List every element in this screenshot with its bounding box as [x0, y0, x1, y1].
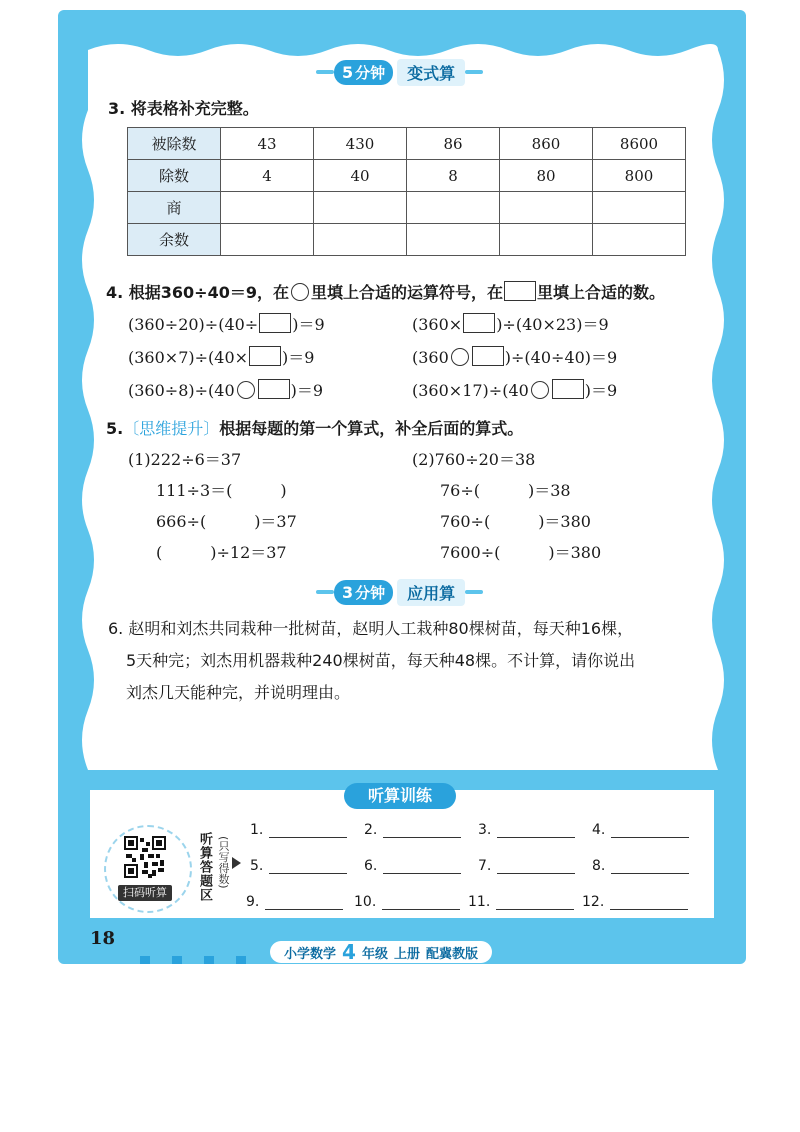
row-head: 除数 — [128, 160, 221, 192]
qr-label: 扫码听算 — [118, 885, 172, 901]
table-cell: 860 — [500, 128, 593, 160]
expr-text: )＝9 — [290, 381, 324, 400]
footer-block — [204, 956, 214, 964]
answer-cell[interactable] — [221, 224, 314, 256]
answer-line[interactable] — [611, 859, 689, 874]
row-head: 商 — [128, 192, 221, 224]
expr-text: )＝9 — [292, 315, 325, 334]
pill-line-right — [465, 590, 483, 594]
table-cell: 800 — [593, 160, 686, 192]
table-row — [128, 128, 686, 160]
answer-slot[interactable] — [592, 858, 689, 874]
question-3-title: 3. 将表格补充完整。 — [108, 99, 259, 118]
table-cell: 40 — [314, 160, 407, 192]
answer-line[interactable] — [383, 823, 461, 838]
q4-title-c: 里填上合适的数。 — [537, 283, 666, 302]
footer-grade-unit: 年级 — [361, 946, 388, 962]
answer-slot[interactable] — [250, 858, 347, 874]
expr-text: (360 — [412, 348, 449, 367]
q4-expr — [412, 345, 617, 368]
expr-text: )÷(40÷40)＝9 — [504, 348, 618, 367]
q5-expr: 111÷3＝( ) — [156, 481, 287, 500]
table-cell: 43 — [221, 128, 314, 160]
answer-num: 9. — [246, 894, 260, 910]
q5-expr: (2)760÷20＝38 — [412, 450, 536, 469]
footer-volume: 上册 — [393, 946, 420, 962]
box-icon — [504, 281, 536, 301]
table-cell: 4 — [221, 160, 314, 192]
answer-slot[interactable] — [250, 822, 347, 838]
answer-num: 10. — [354, 894, 377, 910]
answer-num: 1. — [250, 822, 264, 838]
badge-num: 5 — [342, 62, 354, 82]
answer-cell[interactable] — [500, 224, 593, 256]
answer-cell[interactable] — [593, 192, 686, 224]
q5-expr: 7600÷( )＝380 — [440, 543, 602, 562]
answer-cell[interactable] — [407, 192, 500, 224]
table-row — [128, 160, 686, 192]
expr-text: )÷(40×23)＝9 — [496, 315, 609, 334]
answer-area-label: 听算答题区 — [197, 832, 212, 902]
answer-slot[interactable] — [582, 894, 688, 910]
footer-subject: 小学数学 — [284, 946, 337, 962]
answer-circle[interactable] — [531, 381, 549, 399]
answer-line[interactable] — [269, 823, 347, 838]
q4-expr — [412, 378, 617, 401]
answer-num: 11. — [468, 894, 491, 910]
answer-cell[interactable] — [221, 192, 314, 224]
q5-tag: 〔思维提升〕 — [123, 419, 220, 438]
q5-expr: ( )÷12＝37 — [156, 543, 287, 562]
q5-expr: 666÷( )＝37 — [156, 512, 297, 531]
answer-cell[interactable] — [314, 192, 407, 224]
footer-block — [172, 956, 182, 964]
qr-code-icon[interactable] — [124, 836, 166, 878]
answer-slot[interactable] — [364, 822, 461, 838]
expr-text: (360×17)÷(40 — [412, 381, 529, 400]
circle-icon — [291, 283, 309, 301]
q4-expr — [128, 312, 325, 335]
answer-slot[interactable] — [364, 858, 461, 874]
answer-line[interactable] — [497, 823, 575, 838]
division-table — [127, 127, 686, 256]
answer-slot[interactable] — [592, 822, 689, 838]
question-4-title — [106, 280, 665, 303]
answer-slot[interactable] — [354, 894, 460, 910]
answer-box[interactable] — [249, 346, 281, 366]
answer-slot[interactable] — [478, 822, 575, 838]
expr-text: )＝9 — [282, 348, 315, 367]
section-header-5min — [316, 60, 483, 84]
pill-line-left — [316, 590, 334, 594]
q4-expr — [128, 378, 323, 401]
answer-line[interactable] — [383, 859, 461, 874]
answer-cell[interactable] — [314, 224, 407, 256]
q5-title-text: 根据每题的第一个算式，补全后面的算式。 — [219, 419, 524, 438]
badge-unit: 分钟 — [355, 583, 386, 602]
q4-title-b: 里填上合适的运算符号，在 — [311, 283, 504, 302]
listening-title: 听算训练 — [344, 783, 456, 809]
footer-block — [140, 956, 150, 964]
table-cell: 8600 — [593, 128, 686, 160]
q5-num: 5. — [106, 419, 124, 438]
question-5-title — [106, 416, 523, 439]
answer-num: 2. — [364, 822, 378, 838]
answer-slot[interactable] — [468, 894, 574, 910]
answer-line[interactable] — [269, 859, 347, 874]
expr-text: (360÷20)÷(40÷ — [128, 315, 259, 334]
footer-grade-num: 4 — [342, 940, 356, 964]
expr-text: (360× — [412, 315, 463, 334]
row-head: 余数 — [128, 224, 221, 256]
table-row — [128, 192, 686, 224]
table-cell: 8 — [407, 160, 500, 192]
answer-box[interactable] — [472, 346, 504, 366]
time-badge — [334, 580, 393, 605]
footer-block — [236, 956, 246, 964]
footer-book-info — [270, 941, 492, 963]
q5-expr: (1)222÷6＝37 — [128, 450, 242, 469]
answer-box[interactable] — [552, 379, 584, 399]
arrow-right-icon — [232, 857, 241, 869]
answer-slot[interactable] — [478, 858, 575, 874]
pill-line-left — [316, 70, 334, 74]
answer-line[interactable] — [265, 895, 343, 910]
table-cell: 86 — [407, 128, 500, 160]
answer-circle[interactable] — [237, 381, 255, 399]
q6-line: 5天种完；刘杰用机器栽种240棵树苗，每天种48棵。不计算，请你说出 — [126, 651, 636, 670]
answer-num: 8. — [592, 858, 606, 874]
table-cell: 80 — [500, 160, 593, 192]
section-label: 应用算 — [397, 579, 465, 606]
answer-num: 7. — [478, 858, 492, 874]
time-badge — [334, 60, 393, 85]
answer-num: 4. — [592, 822, 606, 838]
q6-line: 刘杰几天能种完，并说明理由。 — [126, 683, 351, 702]
answer-line[interactable] — [497, 859, 575, 874]
answer-slot[interactable] — [246, 894, 343, 910]
q5-expr: 760÷( )＝380 — [440, 512, 591, 531]
expr-text: (360÷8)÷(40 — [128, 381, 235, 400]
table-row — [128, 224, 686, 256]
answer-box[interactable] — [259, 313, 291, 333]
q4-expr — [128, 345, 314, 368]
q6-line: 6. 赵明和刘杰共同栽种一批树苗，赵明人工栽种80棵树苗，每天种16棵， — [108, 619, 634, 638]
answer-box[interactable] — [463, 313, 495, 333]
answer-cell[interactable] — [407, 224, 500, 256]
answer-cell[interactable] — [593, 224, 686, 256]
pill-line-right — [465, 70, 483, 74]
section-header-3min — [316, 580, 483, 604]
section-label: 变式算 — [397, 59, 465, 86]
answer-num: 12. — [582, 894, 605, 910]
answer-line[interactable] — [382, 895, 460, 910]
answer-num: 5. — [250, 858, 264, 874]
q4-title-a: 4. 根据360÷40＝9，在 — [106, 283, 289, 302]
table-cell: 430 — [314, 128, 407, 160]
footer-edition: 配冀教版 — [425, 946, 478, 962]
answer-line[interactable] — [496, 895, 574, 910]
row-head: 被除数 — [128, 128, 221, 160]
q5-expr: 76÷( )＝38 — [440, 481, 571, 500]
badge-num: 3 — [342, 582, 354, 602]
answer-num: 3. — [478, 822, 492, 838]
answer-num: 6. — [364, 858, 378, 874]
answer-circle[interactable] — [451, 348, 469, 366]
answer-box[interactable] — [258, 379, 290, 399]
expr-text: (360×7)÷(40× — [128, 348, 249, 367]
q4-expr — [412, 312, 609, 335]
expr-text: )＝9 — [584, 381, 618, 400]
answer-area-note: (只写得数) — [217, 836, 230, 889]
answer-cell[interactable] — [500, 192, 593, 224]
answer-line[interactable] — [610, 895, 688, 910]
page-number: 18 — [90, 928, 116, 949]
answer-line[interactable] — [611, 823, 689, 838]
badge-unit: 分钟 — [355, 63, 386, 82]
